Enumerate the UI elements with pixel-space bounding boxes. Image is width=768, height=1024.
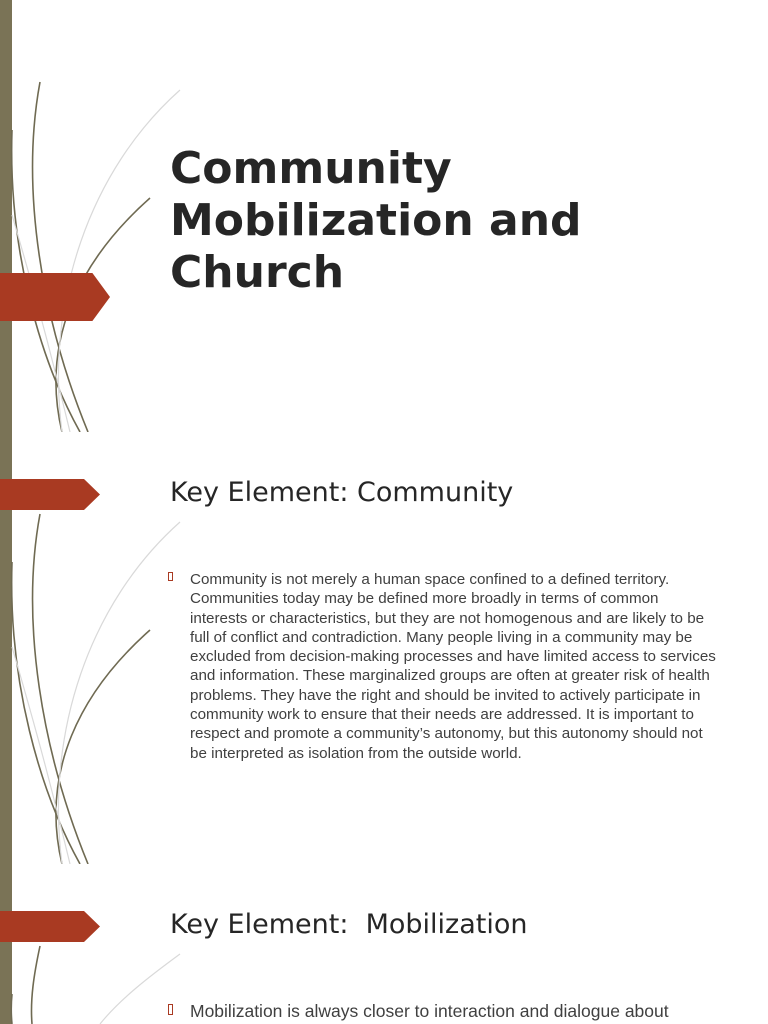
slide-left-bar [0, 0, 12, 432]
slide-heading: Key Element: Community [170, 477, 514, 508]
slide-community [0, 432, 768, 864]
slide-title-text: Community Mobilization and Church [170, 143, 582, 298]
square-outline-bullet-icon [168, 572, 173, 581]
bullet-list [168, 1000, 720, 1022]
bullet-list [168, 570, 720, 763]
bullet-text: Community is not merely a human space confined to a defined territory. Communities today may be defined more broadly in terms of common interests or characteristics, but they are not homogenous and are likely to be full of conflict and contradiction. Many people living in a community may be excluded from decision-making processes and have limited access to services and information. These marginalized groups are often at greater risk of health problems. They have the right and should be invited to actively participate in community work to ensure that their needs are addressed. It is important to respect and promote a community’s autonomy, but this autonomy should not be interpreted as isolation from the outside world. [190, 571, 716, 762]
bullet-item [168, 570, 720, 763]
slide-arrow-tab [0, 911, 100, 942]
slide-heading: Key Element: Mobilization [170, 909, 528, 940]
bullet-text: Mobilization is always closer to interaction and dialogue about [190, 1001, 669, 1021]
slide-left-bar [0, 864, 12, 1024]
square-outline-bullet-icon [168, 1004, 173, 1015]
bullet-item [168, 1000, 720, 1022]
slide-title [0, 0, 768, 432]
slide-arrow-tab [0, 273, 110, 321]
slide-arrow-tab [0, 479, 100, 510]
slide-mobilization [0, 864, 768, 1024]
